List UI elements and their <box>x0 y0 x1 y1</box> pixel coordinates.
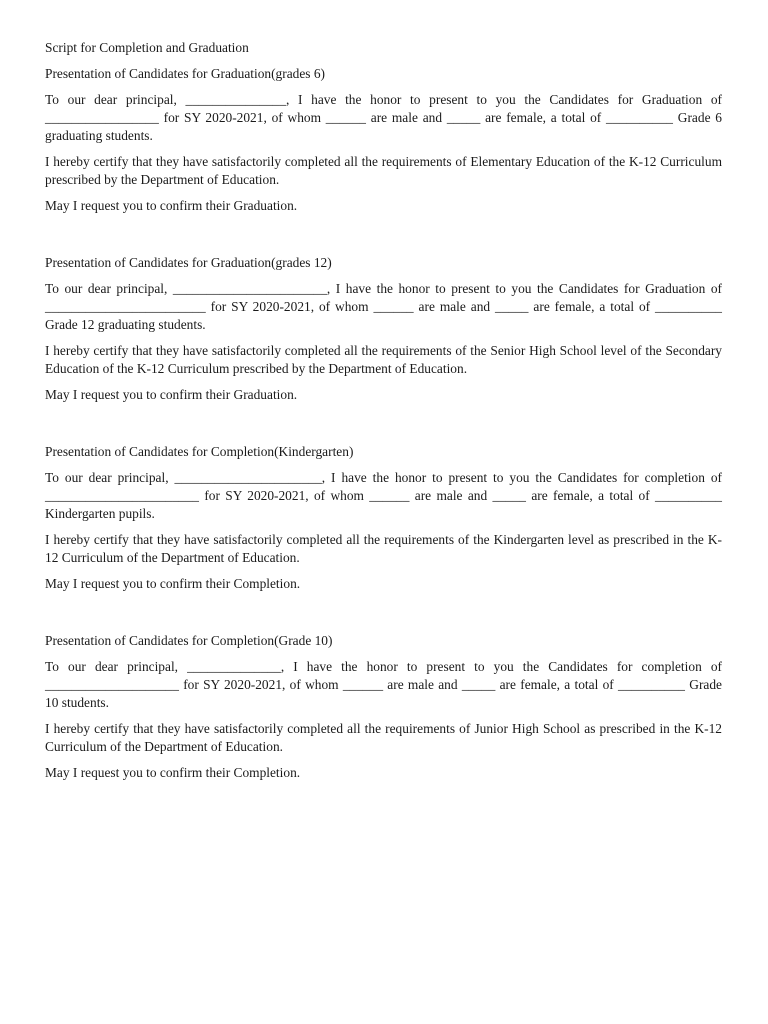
section-graduation-grade-6 <box>45 65 722 215</box>
request-paragraph: May I request you to confirm their Graduation. <box>45 198 298 213</box>
section-graduation-grade-12 <box>45 254 722 404</box>
request-paragraph: May I request you to confirm their Completion. <box>45 576 301 591</box>
presentation-paragraph: To our dear principal, _______________, I have the honor to present to you the Candidates for Graduation of _________________ for SY 2020-2021, of whom ______ are male and _____ are female, a total of __________ Grade 6 graduating students. <box>45 92 722 143</box>
presentation-paragraph: To our dear principal, ______________, I have the honor to present to you the Candidates for completion of ____________________ for SY 2020-2021, of whom ______ are male and _____ are female, a total of __________ Grade 10 students. <box>45 659 722 710</box>
section-heading: Presentation of Candidates for Graduation(grades 12) <box>45 255 332 270</box>
certification-paragraph: I hereby certify that they have satisfactorily completed all the requirements of Elementary Education of the K-12 Curriculum prescribed by the Department of Education. <box>45 154 722 187</box>
request-paragraph: May I request you to confirm their Completion. <box>45 765 301 780</box>
presentation-paragraph: To our dear principal, ______________________, I have the honor to present to you the Candidates for completion of _______________________ for SY 2020-2021, of whom ______ are male and _____ are female, a total of __________ Kindergarten pupils. <box>45 470 722 521</box>
request-paragraph: May I request you to confirm their Graduation. <box>45 387 298 402</box>
section-heading: Presentation of Candidates for Completion(Kindergarten) <box>45 444 354 459</box>
section-heading: Presentation of Candidates for Graduation(grades 6) <box>45 66 326 81</box>
section-heading: Presentation of Candidates for Completion(Grade 10) <box>45 633 333 648</box>
certification-paragraph: I hereby certify that they have satisfactorily completed all the requirements of Junior High School as prescribed in the K-12 Curriculum of the Department of Education. <box>45 721 722 754</box>
certification-paragraph: I hereby certify that they have satisfactorily completed all the requirements of the Kindergarten level as prescribed in the K-12 Curriculum of the Department of Education. <box>45 532 722 565</box>
section-completion-kindergarten <box>45 443 722 593</box>
section-completion-grade-10 <box>45 632 722 782</box>
document-page <box>45 39 722 790</box>
presentation-paragraph: To our dear principal, _______________________, I have the honor to present to you the Candidates for Graduation of ________________________ for SY 2020-2021, of whom ______ are male and _____ are female, a total of __________ Grade 12 graduating students. <box>45 281 722 332</box>
certification-paragraph: I hereby certify that they have satisfactorily completed all the requirements of the Senior High School level of the Secondary Education of the K-12 Curriculum prescribed by the Department of Education. <box>45 343 722 376</box>
document-title: Script for Completion and Graduation <box>45 40 249 55</box>
